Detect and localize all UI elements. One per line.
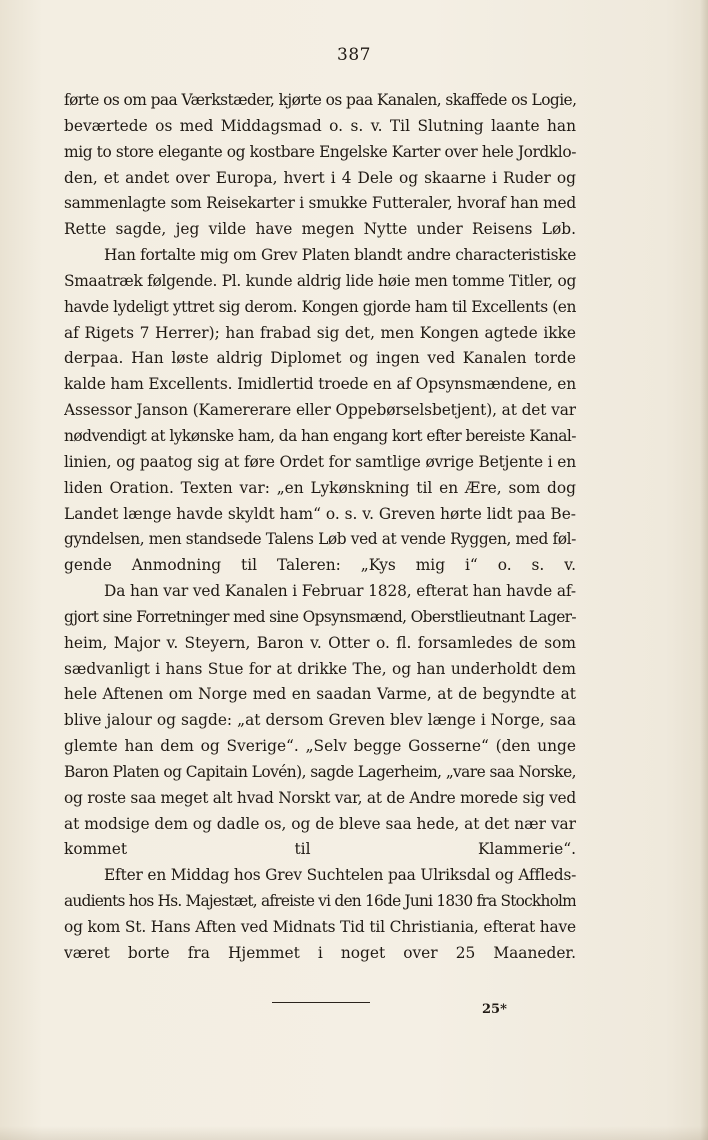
paragraph-3: [64, 579, 576, 863]
paragraph-2: [64, 243, 576, 579]
text-line: Baron Platen og Capitain Lovén), sagde Lagerheim, „vare saa Norske,: [64, 762, 576, 781]
text-line: og kom St. Hans Aften ved Midnats Tid til Christiania, efterat have: [64, 918, 576, 936]
page-bottom-shadow: [0, 1126, 708, 1140]
text-line: Rette sagde, jeg vilde have megen Nytte under Reisens Løb.: [64, 220, 576, 239]
paragraph-1: [64, 88, 576, 243]
text-line: førte os om paa Værkstæder, kjørte os paa Kanalen, skaffede os Logie,: [64, 91, 576, 109]
page-edge-shadow: [700, 0, 708, 1140]
text-line: audients hos Hs. Majestæt, afreiste vi den 16de Juni 1830 fra Stockholm: [64, 892, 576, 911]
text-line: havde lydeligt yttret sig derom. Kongen gjorde ham til Excellents (en: [64, 297, 576, 316]
text-line: Efter en Middag hos Grev Suchtelen paa Ulriksdal og Affleds-: [104, 866, 576, 885]
text-line: at modsige dem og dadle os, og de bleve saa hede, at det nær var: [64, 814, 576, 833]
text-line: Landet længe havde skyldt ham“ o. s. v. Greven hørte lidt paa Be-: [64, 504, 576, 523]
text-line: af Rigets 7 Herrer); han frabad sig det, men Kongen agtede ikke: [64, 323, 576, 342]
text-line: sædvanligt i hans Stue for at drikke The, og han underholdt dem: [64, 659, 576, 678]
paragraph-4: [64, 863, 576, 966]
text-line: Assessor Janson (Kamererare eller Oppebørselsbetjent), at det var: [64, 401, 576, 420]
text-line: glemte han dem og Sverige“. „Selv begge Gosserne“ (den unge: [64, 737, 576, 756]
text-line: gende Anmodning til Taleren: „Kys mig i“ o. s. v.: [64, 556, 576, 575]
text-line: beværtede os med Middagsmad o. s. v. Til Slutning laante han: [64, 116, 576, 135]
text-line: mig to store elegante og kostbare Engelske Karter over hele Jordklo-: [64, 142, 576, 161]
body-text: [64, 88, 576, 967]
text-line: gjort sine Forretninger med sine Opsynsmænd, Oberstlieutnant Lager-: [64, 607, 576, 626]
signature-mark: 25*: [482, 1002, 507, 1017]
text-line: gyndelsen, men standsede Talens Løb ved at vende Ryggen, med føl-: [64, 530, 576, 549]
text-line: linien, og paatog sig at føre Ordet for samtlige øvrige Betjente i en: [64, 452, 576, 471]
end-rule: [272, 1002, 370, 1003]
text-line: blive jalour og sagde: „at dersom Greven blev længe i Norge, saa: [64, 711, 576, 730]
text-line: og roste saa meget alt hvad Norskt var, at de Andre morede sig ved: [64, 788, 576, 807]
text-line: Da han var ved Kanalen i Februar 1828, efterat han havde af-: [104, 582, 576, 601]
text-line: været borte fra Hjemmet i noget over 25 Maaneder.: [64, 943, 576, 962]
text-line: sammenlagte som Reisekarter i smukke Futteraler, hvoraf han med: [64, 194, 576, 213]
text-line: derpaa. Han løste aldrig Diplomet og ingen ved Kanalen torde: [64, 349, 576, 368]
text-line: liden Oration. Texten var: „en Lykønskning til en Ære, som dog: [64, 478, 576, 497]
text-line: nødvendigt at lykønske ham, da han engang kort efter bereiste Kanal-: [64, 426, 576, 445]
text-line: den, et andet over Europa, hvert i 4 Dele og skaarne i Ruder og: [64, 168, 576, 187]
text-line: kommet til Klammerie“.: [64, 840, 576, 859]
text-line: kalde ham Excellents. Imidlertid troede en af Opsynsmændene, en: [64, 375, 576, 394]
text-line: Han fortalte mig om Grev Platen blandt andre characteristiske: [104, 246, 576, 265]
page-number: 387: [337, 45, 371, 65]
text-line: hele Aftenen om Norge med en saadan Varme, at de begyndte at: [64, 685, 576, 704]
text-line: Smaatræk følgende. Pl. kunde aldrig lide høie men tomme Titler, og: [64, 271, 576, 290]
text-line: heim, Major v. Steyern, Baron v. Otter o. fl. forsamledes de som: [64, 633, 576, 652]
